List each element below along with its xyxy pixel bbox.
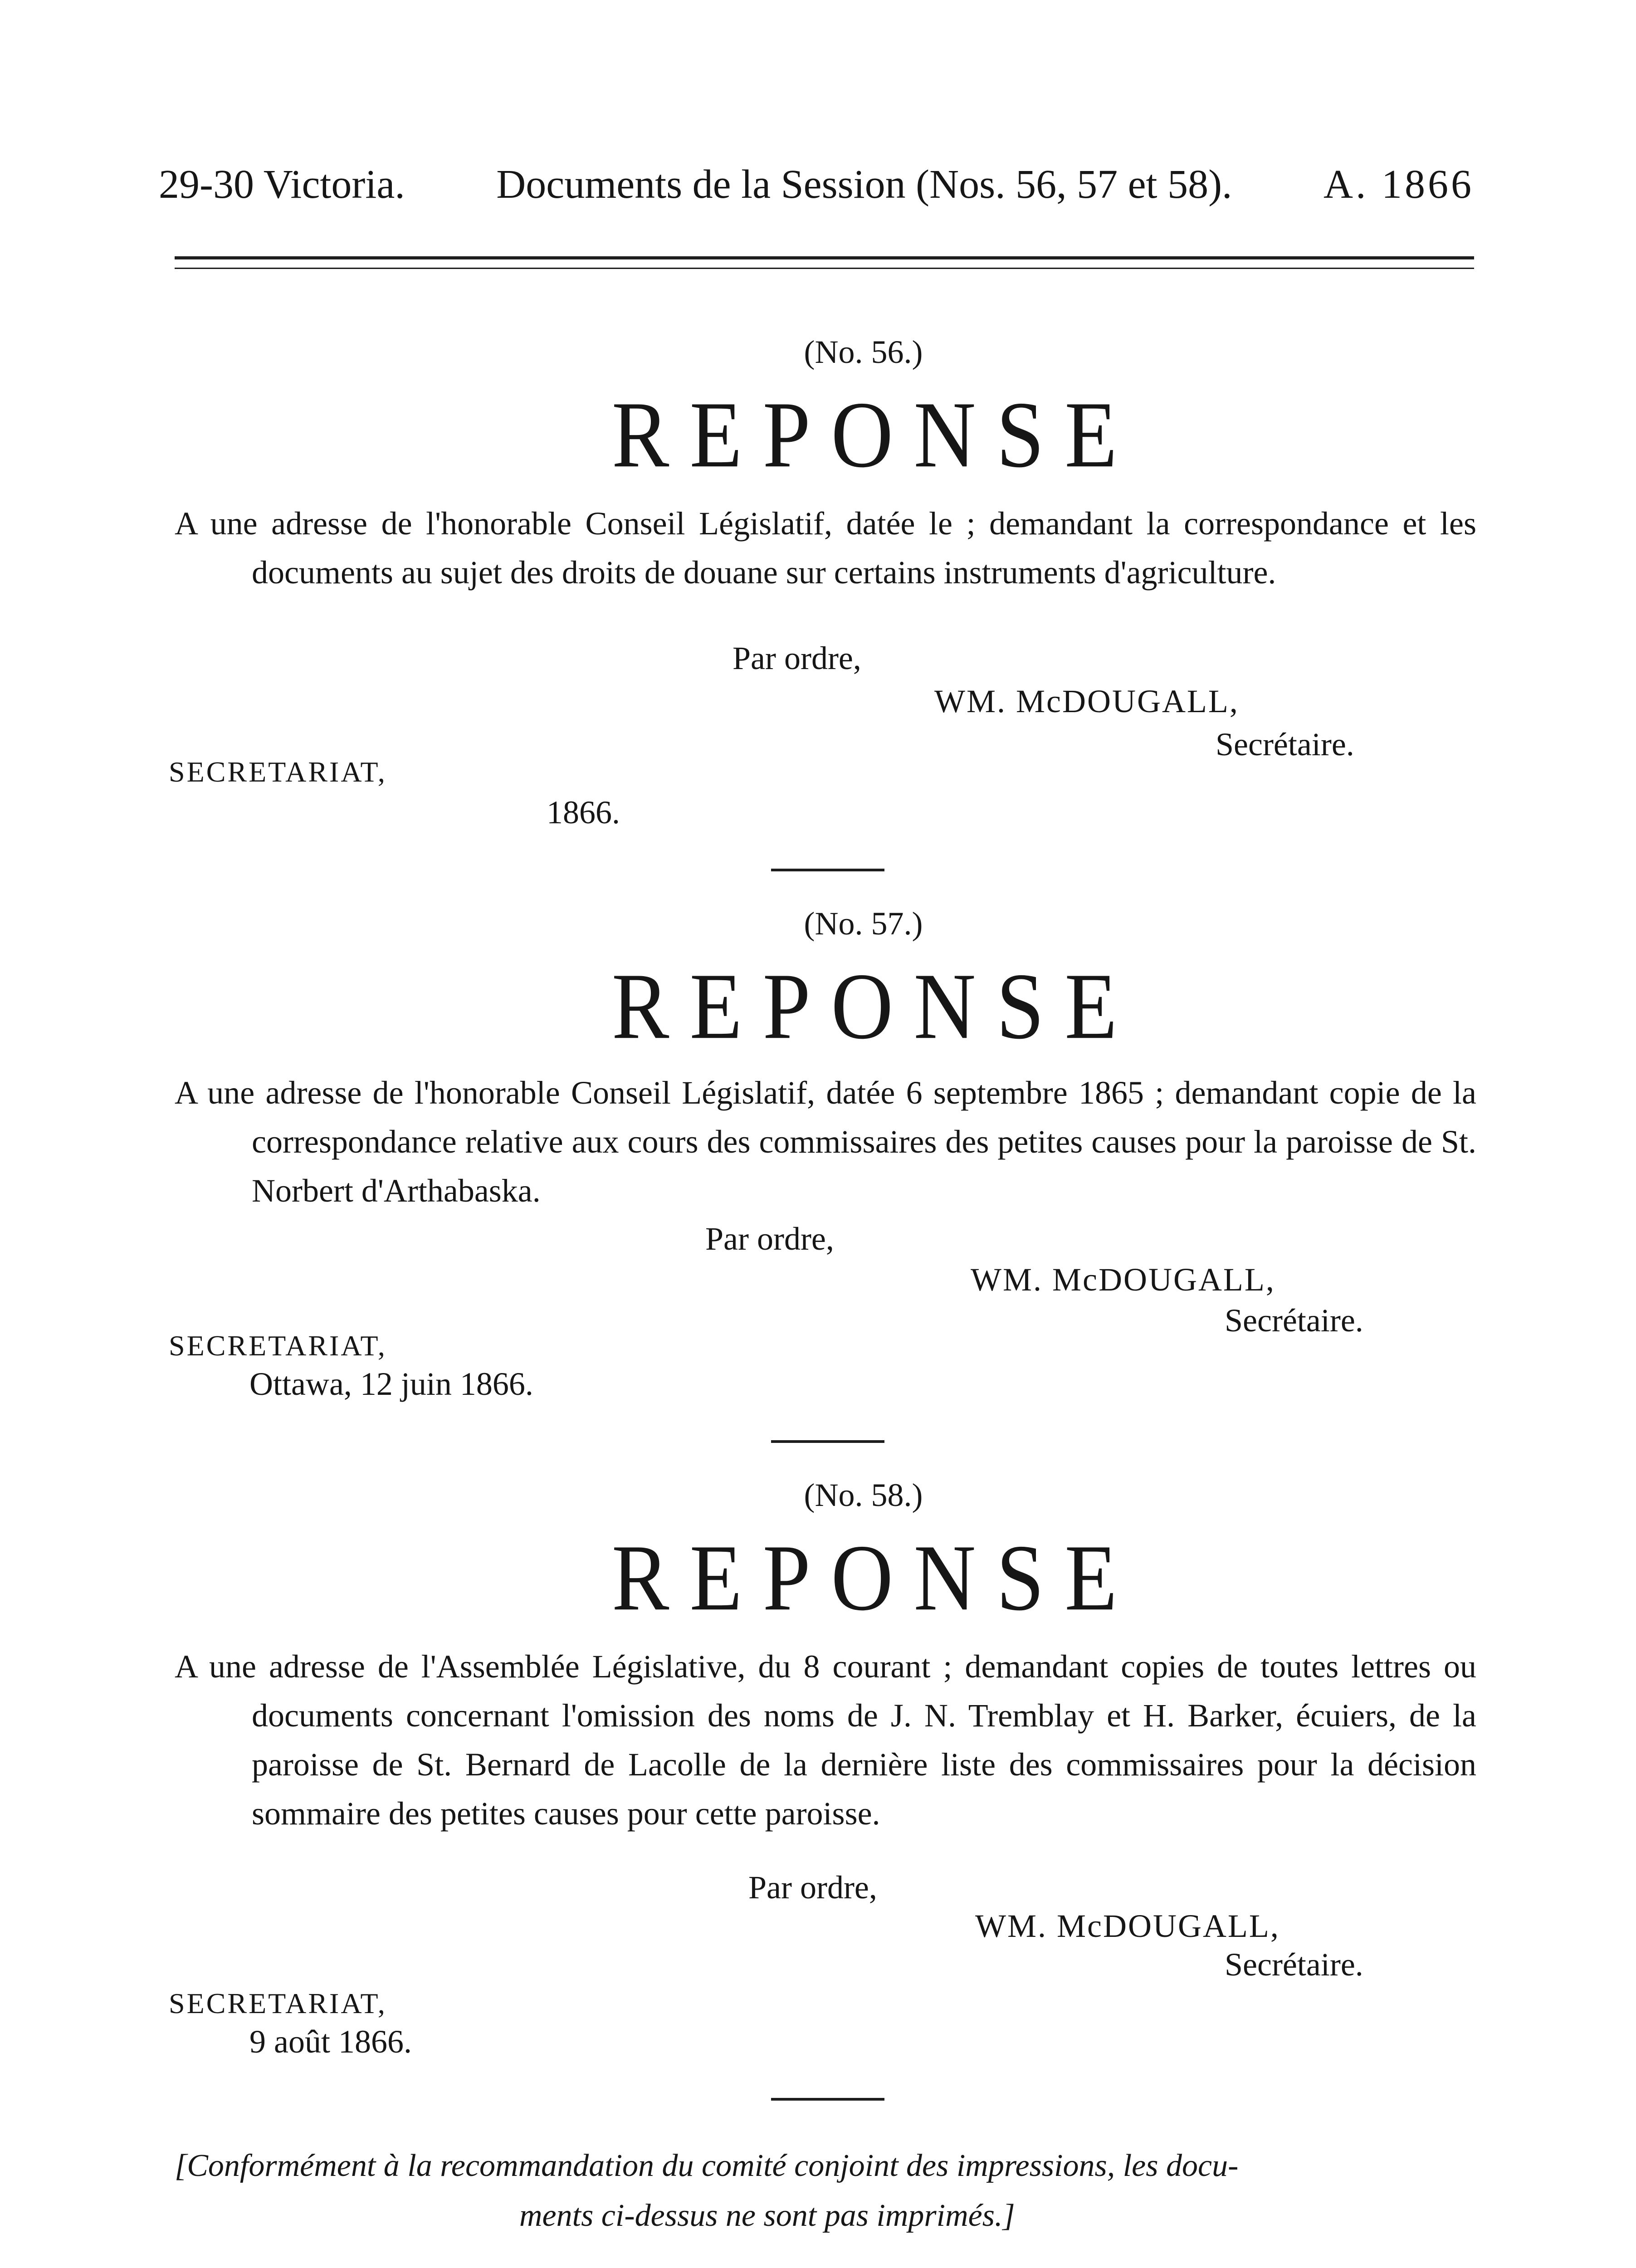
doc56-par-ordre: Par ordre, (733, 640, 861, 676)
doc56-signature-title: Secrétaire. (1216, 726, 1354, 763)
header-session: 29-30 Victoria. (159, 162, 405, 207)
doc56-title: REPONSE (611, 382, 1138, 488)
doc57-date: Ottawa, 12 juin 1866. (249, 1366, 533, 1402)
doc56-signature: WM. McDOUGALL, (934, 683, 1239, 719)
doc57-par-ordre: Par ordre, (705, 1221, 834, 1257)
section-divider (771, 2098, 884, 2101)
printing-note-line2: ments ci-dessus ne sont pas imprimés.] (519, 2198, 1015, 2233)
doc58-body: A une adresse de l'Assemblée Législative, du 8 courant ; demandant copies de toutes lettres ou documents concernant l'omission des noms de J. N. Tremblay et H. Barker, écuiers, de la paroisse de St. Bernard de Lacolle de la dernière liste des commissaires pour la décision sommaire des petites causes pour cette paroisse. (175, 1648, 1476, 1832)
header-documents: Documents de la Session (Nos. 56, 57 et 58). (496, 162, 1232, 207)
printing-note (175, 2141, 1490, 2241)
section-divider (771, 869, 884, 871)
printing-note-line1: [Conformément à la recommandation du comité conjoint des impressions, les docu- (175, 2148, 1239, 2183)
doc56-number: (No. 56.) (804, 334, 923, 370)
header-rule (175, 256, 1474, 259)
doc57-number: (No. 57.) (804, 905, 923, 942)
doc58-signature: WM. McDOUGALL, (975, 1908, 1280, 1944)
doc58-par-ordre: Par ordre, (748, 1869, 877, 1906)
doc58-title: REPONSE (611, 1525, 1138, 1631)
header-year: A. 1866 (1323, 162, 1474, 207)
doc56-body: A une adresse de l'honorable Conseil Législatif, datée le ; demandant la correspondance et les documents au sujet des droits de douane sur certains instruments d'agriculture. (175, 505, 1476, 591)
doc57-signature-title: Secrétaire. (1225, 1302, 1363, 1339)
page-header (159, 161, 1474, 208)
doc58-secretariat: SECRETARIAT, (169, 1987, 387, 2019)
doc58-signature-title: Secrétaire. (1225, 1946, 1363, 1983)
doc56-date: 1866. (547, 794, 620, 831)
doc57-body: A une adresse de l'honorable Conseil Législatif, datée 6 septembre 1865 ; demandant copie de la correspondance relative aux cours des commissaires des petites causes pour la paroisse de St. Norbert d'Arthabaska. (175, 1075, 1476, 1209)
doc57-title: REPONSE (611, 954, 1138, 1059)
doc56-secretariat: SECRETARIAT, (169, 756, 387, 788)
section-divider (771, 1440, 884, 1443)
doc58-number: (No. 58.) (804, 1477, 923, 1513)
doc58-date: 9 août 1866. (249, 2024, 412, 2060)
header-rule-thin (175, 268, 1474, 269)
doc57-signature: WM. McDOUGALL, (971, 1261, 1275, 1298)
doc57-secretariat: SECRETARIAT, (169, 1330, 387, 1362)
